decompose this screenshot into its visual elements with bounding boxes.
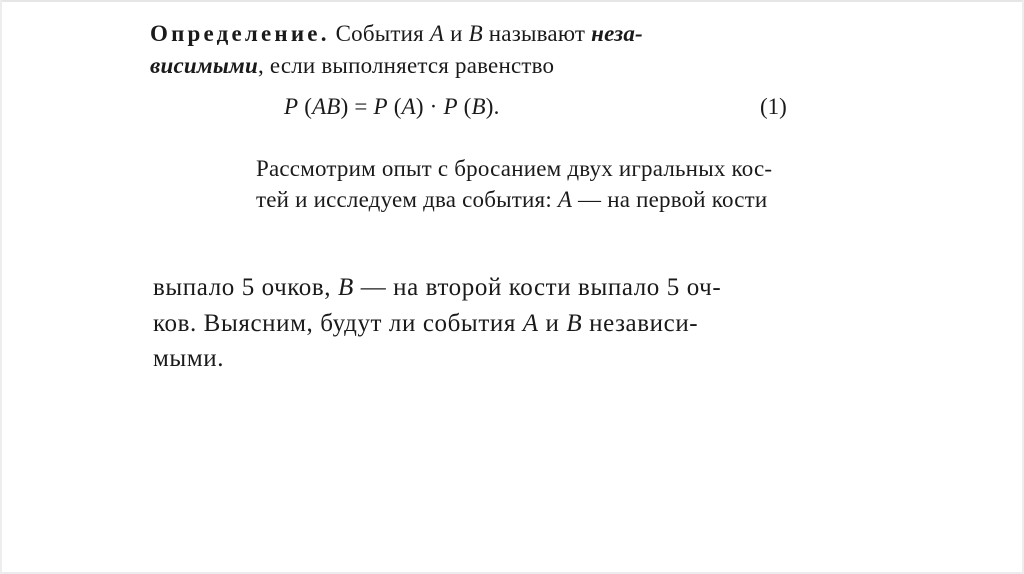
paragraph1-line-1: [256, 155, 772, 183]
definition-text-a: События: [329, 21, 430, 46]
paragraph2-text-2c: независи-: [582, 310, 699, 337]
formula-close2: ) ·: [415, 94, 444, 119]
formula-close1: ) =: [340, 94, 374, 119]
formula-a: A: [401, 94, 416, 119]
definition-text-b: и: [444, 21, 469, 46]
paragraph2-text-2a: ков. Выясним, будут ли события: [153, 310, 523, 337]
formula-paren3: (: [457, 94, 472, 119]
paragraph1-text-2a: тей и исследуем два события:: [256, 187, 558, 212]
definition-text-rest: , если выполняется равенство: [257, 53, 555, 78]
event-a-ref: A: [557, 187, 573, 212]
definition-text-c: называют: [482, 21, 592, 46]
formula-close3: ).: [485, 94, 500, 119]
formula-b: B: [471, 94, 486, 119]
event-b-ref: B: [337, 274, 354, 301]
definition-label: Определение.: [150, 21, 330, 46]
definition-line-2: [150, 52, 554, 80]
term-independent-part1: неза-: [591, 21, 643, 46]
formula-p2: P: [373, 94, 388, 119]
event-a-ref-2: A: [522, 310, 539, 337]
paragraph2-text-1b: — на второй кости выпало 5 оч-: [353, 274, 722, 301]
paragraph2-text-3: мыми.: [153, 345, 225, 372]
paragraph2-text-1a: выпало 5 очков,: [153, 274, 338, 301]
formula-p3: P: [443, 94, 458, 119]
event-b: B: [468, 21, 483, 46]
paragraph1-text-1: Рассмотрим опыт с бросанием двух игральных кос-: [256, 156, 773, 181]
paragraph2-text-2b: и: [538, 310, 567, 337]
paragraph1-line-2: [256, 186, 767, 214]
event-a: A: [429, 21, 445, 46]
formula-p1: P: [284, 94, 299, 119]
term-independent-part2: висимыми: [150, 53, 258, 78]
formula-paren2: (: [387, 94, 402, 119]
paragraph2-line-1: [153, 272, 721, 304]
left-border: [0, 0, 2, 574]
formula-paren1: (: [298, 94, 313, 119]
event-b-ref-2: B: [566, 310, 583, 337]
definition-line-1: [150, 20, 643, 48]
paragraph2-line-2: [153, 308, 698, 340]
formula-ab: AB: [312, 94, 341, 119]
paragraph1-text-2b: — на первой кости: [572, 187, 768, 212]
paragraph2-line-3: [153, 343, 224, 375]
equation-number: (1): [760, 94, 787, 119]
formula: [284, 93, 500, 121]
top-border: [0, 0, 1024, 2]
